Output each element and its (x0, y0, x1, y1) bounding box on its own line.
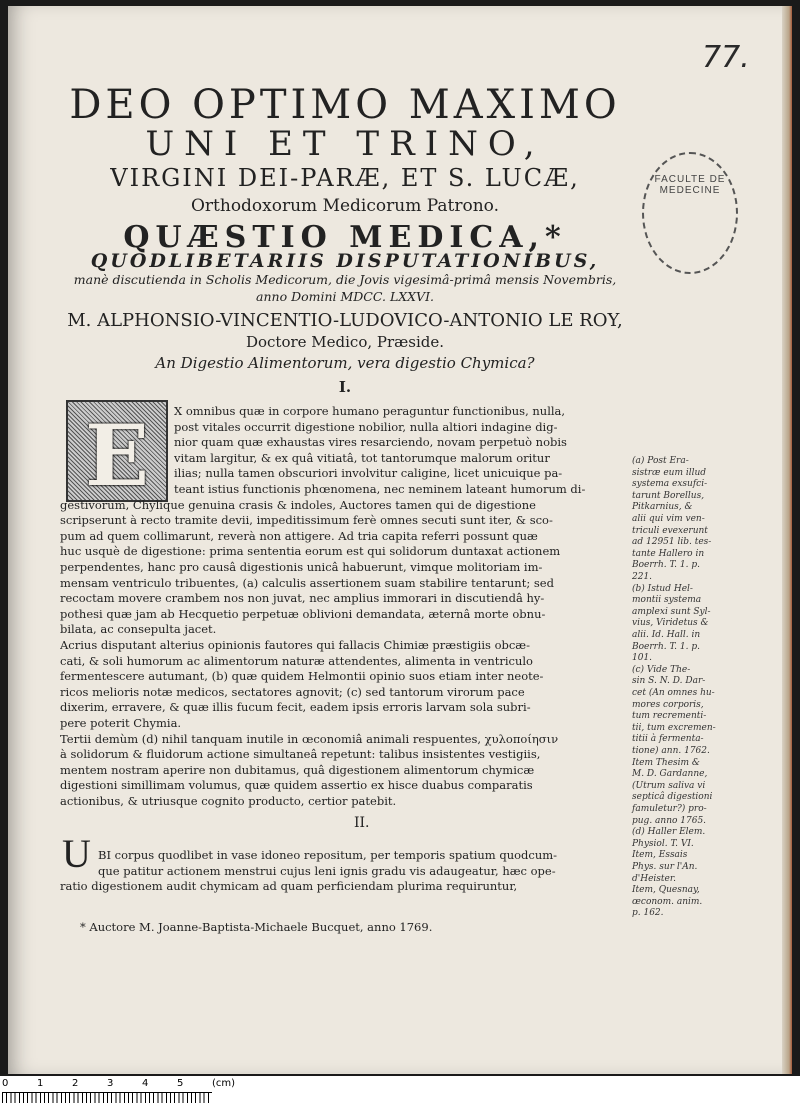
margin-note-line: famuletur?) pro- (632, 804, 707, 814)
decorated-initial-letter: E (84, 406, 150, 505)
ruler-label: 3 (107, 1078, 114, 1089)
margin-note-line: triculi evexerunt (632, 525, 708, 536)
margin-note-line: (Utrum saliva vi (632, 780, 706, 791)
section-2-number: II. (354, 815, 370, 831)
margin-note-line: (c) Vide The- (632, 664, 691, 675)
ruler-label: (cm) (212, 1078, 236, 1089)
margin-note-line: Item, Quesnay, (632, 885, 700, 896)
body-line: pere poterit Chymia. (60, 716, 182, 730)
title-line-3: VIRGINI DEI-PARÆ, ET S. LUCÆ, (110, 164, 580, 192)
margin-note-line: Phys. sur l'An. (632, 862, 698, 872)
margin-note-line: alii. Id. Hall. in (632, 630, 701, 640)
question-line: An Digestio Alimentorum, vera digestio Chymica? (155, 354, 535, 372)
margin-note-line: montii systema (632, 595, 702, 606)
margin-note-line: p. 162. (632, 908, 664, 919)
body-line: mensam ventriculo tribuentes, (a) calculis assertionem suam stabilire tentarunt; sed (60, 575, 554, 590)
margin-note-line: vius, Viridetus & (632, 618, 709, 629)
margin-note-line: Boerrh. T. 1. p. (632, 560, 700, 571)
margin-note-line: d'Heister. (632, 873, 677, 884)
ruler-label: 0 (2, 1078, 9, 1089)
body-line: BI corpus quodlibet in vase idoneo repositum, per temporis spatium quodcum- (98, 848, 558, 862)
year-line: anno Domini MDCC. LXXVI. (256, 289, 434, 304)
margin-note-line: ad 12951 lib. tes- (632, 537, 712, 548)
margin-note-line: cet (An omnes hu- (632, 688, 715, 698)
margin-note-line: (d) Haller Elem. (632, 827, 706, 838)
body-line: fermentescere autumant, (b) quæ quidem Helmontii opinio suos etiam inter neote- (60, 669, 544, 684)
body-line: digestioni simillimam volumus, quæ quidem assertio ex hisce duabus comparatis (60, 778, 533, 793)
margin-note-line: Item Thesim & (632, 757, 700, 768)
body-line: dixerim, erravere, & quæ illis fucum fecit, eadem ipsis erroris larvam sola subri- (60, 700, 531, 715)
body-line: teant istius functionis phœnomena, nec neminem lateant humorum di- (174, 482, 586, 496)
margin-note-line: tione) ann. 1762. (632, 746, 710, 756)
body-line: bilata, ac consepulta jacet. (60, 622, 217, 637)
scale-ruler (0, 1076, 800, 1104)
section-1-number: I. (338, 378, 352, 396)
body-line: cati, & soli humorum ac alimentorum naturæ attendentes, alimenta in ventriculo (60, 653, 533, 668)
title-line-2: UNI ET TRINO, (145, 124, 545, 164)
margin-note-line: Physiol. T. VI. (632, 838, 694, 849)
margin-note-line: Item, Essais (632, 850, 688, 861)
body-line: scripserunt à recto tramite devii, impeditissimum ferè omnes secuti sunt iter, & sco- (60, 513, 553, 528)
footnote: * Auctore M. Joanne-Baptista-Michaele Bucquet, anno 1769. (80, 920, 433, 934)
margin-note-line: M. D. Gardanne, (632, 769, 708, 780)
body-line: X omnibus quæ in corpore humano peraguntur functionibus, nulla, (174, 404, 566, 418)
margin-note-line: pug. anno 1765. (632, 815, 707, 826)
margin-note-line: systema exsufci- (632, 479, 708, 490)
margin-note-line: amplexi sunt Syl- (632, 606, 711, 617)
quaestio-heading: QUÆSTIO MEDICA,* (123, 220, 567, 255)
body-line: actionibus, & utriusque cognito producto, certior patebit. (60, 794, 397, 808)
praeses-name: M. ALPHONSIO-VINCENTIO-LUDOVICO-ANTONIO LE ROY, (67, 310, 623, 331)
ruler-ticks (2, 1092, 212, 1103)
section-2-initial: U (62, 831, 91, 876)
body-line: ilias; nulla tamen obscuriori involvitur caligine, licet unicuique pa- (174, 466, 563, 481)
body-line: à solidorum & fluidorum actione simultaneâ repetunt: talibus insistentes vestigiis, (60, 747, 541, 762)
ruler-label: 5 (177, 1078, 184, 1089)
library-stamp (642, 152, 738, 274)
body-line: post vitales occurrit digestione nobilior, nulla altiori indagine dig- (174, 419, 558, 434)
body-line: pothesi quæ jam ab Hecquetio perpetuæ oblivioni demandata, æternâ morte obnu- (60, 606, 546, 621)
margin-note-line: sin S. N. D. Dar- (632, 676, 706, 687)
ruler-label: 1 (37, 1078, 44, 1089)
body-line: huc usquè de digestione: prima sententia eorum est qui solidorum duntaxat actionem (60, 544, 561, 559)
ruler-label: 4 (142, 1078, 149, 1089)
title-line-1: DEO OPTIMO MAXIMO (69, 82, 621, 128)
margin-note-line: tii, tum excremen- (632, 722, 716, 733)
body-line: que patitur actionem menstrui cujus leni ignis gradu vis adaugeatur, hæc ope- (98, 863, 556, 878)
body-line: mentem nostram aperire non dubitamus, quâ digestionem alimentorum chymicæ (60, 762, 535, 777)
margin-note-line: tante Hallero in (632, 548, 705, 559)
praeses-title: Doctore Medico, Præside. (245, 333, 445, 351)
margin-note-line: Boerrh. T. 1. p. (632, 641, 700, 652)
date-line: manè discutienda in Scholis Medicorum, die Jovis vigesimâ-primâ mensis Novembris, (73, 272, 617, 287)
body-line: perpendentes, hanc pro causâ digestionis unicâ habuerunt, vimque molitoriam im- (60, 560, 543, 574)
body-line: pum ad quem collimarunt, reverà non attigere. Ad tria capita referri possunt quæ (60, 528, 538, 543)
body-line: vitam largitur, & ex quâ vitiatâ, tot tantorumque malorum oritur (174, 450, 550, 465)
body-line: ratio digestionem audit chymicam ad quam perficiendam plurima requiruntur, (60, 879, 518, 894)
ruler-label: 2 (72, 1078, 79, 1089)
body-line: recoctam movere crambem nos non juvat, nec amplius immorari in discutiendâ hy- (60, 591, 545, 606)
margin-note-line: septicâ digestioni (632, 792, 713, 803)
body-line: Acrius disputant alterius opinionis fautores qui fallacis Chimiæ præstigiis obcæ- (60, 638, 530, 652)
margin-note-line: (a) Post Era- (632, 456, 689, 466)
body-line: ricos melioris notæ medicos, sectatores agnovit; (c) sed tantorum virorum pace (60, 684, 525, 699)
margin-note-line: sistræ eum illud (632, 467, 707, 478)
margin-note-line: alii qui vim ven- (632, 514, 705, 524)
quodlibetariis-heading: QUODLIBETARIIS DISPUTATIONIBUS, (90, 250, 600, 272)
page-edge (782, 6, 792, 1074)
margin-note-line: mores corporis, (632, 699, 704, 710)
body-line: nior quam quæ exhaustas vires resarciendo, novam perpetuò nobis (174, 435, 567, 450)
folio-number: 77. (702, 40, 750, 75)
margin-note-line: tarunt Borellus, (632, 490, 705, 501)
margin-note-line: titii à fermenta- (632, 734, 704, 745)
body-line: gestivorum, Chylique genuina crasis & indoles, Auctores tamen qui de digestione (60, 497, 536, 512)
decorated-initial (66, 400, 168, 505)
margin-note-line: (b) Istud Hel- (632, 583, 693, 594)
margin-note-line: œconom. anim. (632, 896, 703, 907)
margin-note-line: 101. (632, 653, 653, 664)
margin-note-line: Pitkarnius, & (632, 502, 693, 513)
title-line-4: Orthodoxorum Medicorum Patrono. (190, 196, 500, 216)
stamp-text: FACULTE DE MEDECINE (654, 174, 726, 196)
margin-note-line: tum recrementi- (632, 711, 707, 722)
margin-note-line: 221. (632, 572, 653, 582)
body-line: Tertii demùm (d) nihil tanquam inutile in œconomiâ animali respuentes, χυλοποίησιν (60, 731, 559, 746)
